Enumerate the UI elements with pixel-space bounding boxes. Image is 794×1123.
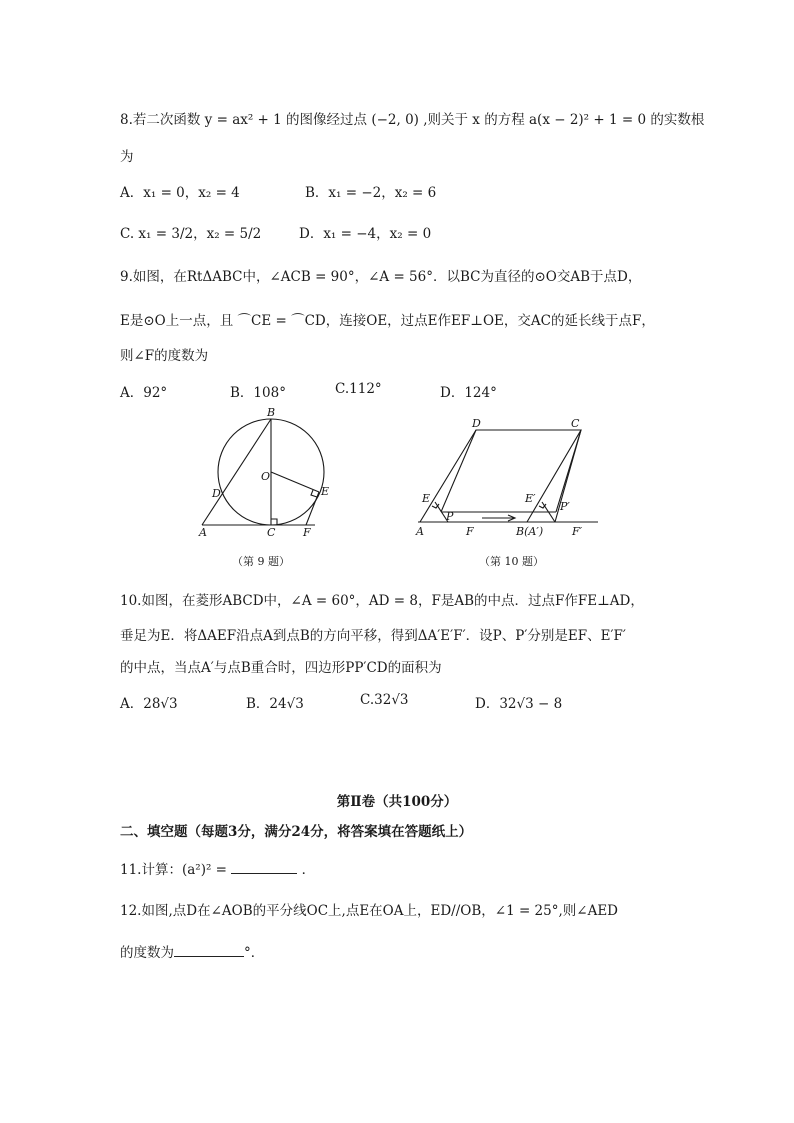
- q10-option-b: B．24√3: [246, 696, 304, 712]
- q12-suffix: °．: [244, 945, 265, 961]
- fig10-caption: （第 10 题）: [479, 555, 544, 568]
- figure-10: [412, 412, 606, 540]
- q11-answer-blank[interactable]: [231, 861, 297, 874]
- q11-prefix: 11.计算：(a²)² =: [120, 862, 227, 878]
- fig10-label-d: D: [472, 417, 481, 430]
- fig9-label-c: C: [267, 526, 276, 538]
- fig9-label-e: E: [321, 485, 330, 498]
- q10-option-d: D．32√3 − 8: [475, 696, 563, 712]
- q8-line1: 8.若二次函数 y = ax² + 1 的图像经过点 (−2, 0) ,则关于 x 的方程 a(x − 2)² + 1 = 0 的实数根: [120, 112, 705, 128]
- q9-line2: E是⊙O上一点，且 ⌒CE = ⌒CD，连接OE，过点E作EF⊥OE，交AC的延长线于点F，: [120, 313, 655, 329]
- fig9-label-d: D: [212, 487, 221, 500]
- section-heading: 二、填空题（每题3分，满分24分，将答案填在答题纸上）: [120, 824, 473, 840]
- line-oe: [271, 472, 319, 492]
- q10-line2: 垂足为E．将ΔAEF沿点A到点B的方向平移，得到ΔA′E′F′．设P、P′分别是EF、E′F′: [120, 628, 626, 644]
- q11-line: [120, 858, 315, 878]
- fig10-label-p: P: [446, 510, 454, 523]
- q8-option-b: B．x₁ = −2，x₂ = 6: [305, 185, 437, 201]
- q10-line3: 的中点，当点A′与点B重合时，四边形PP′CD的面积为: [120, 660, 442, 676]
- fig10-label-e: E: [422, 492, 431, 505]
- fig10-label-f2: F′: [572, 525, 583, 538]
- q10-option-a: A．28√3: [120, 696, 178, 712]
- q9-option-c: C.112°: [335, 381, 382, 397]
- q9-line3: 则∠F的度数为: [120, 348, 209, 364]
- q8-option-a: A．x₁ = 0，x₂ = 4: [120, 185, 240, 201]
- fig9-label-a: A: [199, 526, 207, 538]
- q12-answer-blank[interactable]: [174, 944, 244, 957]
- q8-line2: 为: [120, 149, 134, 165]
- q9-option-b: B．108°: [230, 385, 286, 401]
- q12-prefix: 的度数为: [120, 945, 174, 961]
- q9-option-d: D．124°: [440, 385, 497, 401]
- line-pd: [441, 430, 476, 512]
- fig9-label-b: B: [267, 408, 276, 419]
- figure-9: [190, 408, 340, 538]
- q8-option-c: C. x₁ = 3/2，x₂ = 5/2: [120, 226, 262, 242]
- fig9-caption: （第 9 题）: [232, 555, 290, 568]
- section-title: 第Ⅱ卷（共100分）: [336, 794, 458, 810]
- q12-line2: [120, 941, 264, 961]
- q12-line1: 12.如图,点D在∠AOB的平分线OC上,点E在OA上，ED//OB，∠1 = 25°,则∠AED: [120, 903, 619, 919]
- fig10-label-a: A: [416, 525, 424, 538]
- q10-line1: 10.如图，在菱形ABCD中，∠A = 60°，AD = 8，F是AB的中点．过点F作FE⊥AD，: [120, 593, 644, 609]
- q8-option-d: D．x₁ = −4，x₂ = 0: [299, 226, 432, 242]
- right-angle-c: [271, 519, 277, 525]
- q10-option-c: C.32√3: [360, 692, 409, 708]
- fig10-label-c: C: [571, 417, 580, 430]
- q11-suffix: ．: [301, 862, 316, 878]
- fig9-label-f: F: [303, 526, 311, 538]
- fig10-label-e2: E′: [525, 492, 536, 505]
- fig10-label-b: B(A′): [516, 525, 544, 538]
- fig9-label-o: O: [261, 470, 271, 483]
- line-ef: [306, 492, 319, 525]
- q9-line1: 9.如图，在RtΔABC中，∠ACB = 90°，∠A = 56°．以BC为直径的⊙O交AB于点D，: [120, 269, 642, 285]
- q9-option-a: A．92°: [120, 385, 168, 401]
- fig10-label-f: F: [466, 525, 474, 538]
- fig10-label-p2: P′: [560, 500, 570, 513]
